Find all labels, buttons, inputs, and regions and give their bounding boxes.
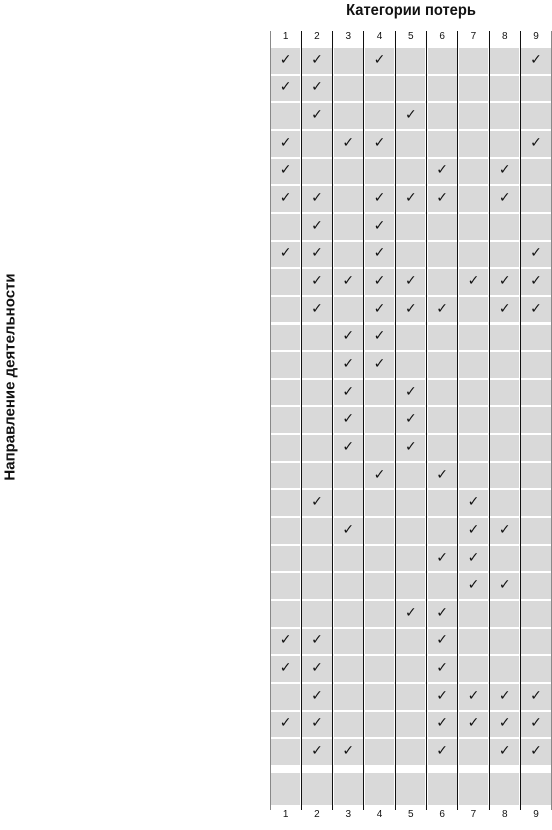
check-icon: ✓ — [342, 355, 355, 372]
matrix-cell — [334, 712, 363, 738]
column-number-bottom-4: 4 — [376, 808, 383, 820]
matrix-cell — [459, 159, 488, 185]
check-icon: ✓ — [436, 300, 449, 317]
matrix-cell — [396, 76, 425, 102]
matrix-cell — [396, 325, 425, 351]
matrix-cell — [396, 48, 425, 74]
check-icon: ✓ — [311, 190, 323, 207]
check-icon: ✓ — [498, 300, 511, 317]
check-icon: ✓ — [404, 383, 417, 400]
matrix-cell — [521, 159, 550, 185]
matrix-cell — [302, 325, 331, 351]
check-icon: ✓ — [436, 632, 449, 649]
check-icon: ✓ — [279, 134, 292, 151]
matrix-cell — [271, 352, 300, 378]
matrix-cell — [271, 463, 300, 489]
check-icon: ✓ — [436, 604, 449, 621]
matrix-cell — [334, 490, 363, 516]
matrix-cell — [521, 407, 550, 433]
column-divider — [520, 31, 521, 810]
matrix-cell — [271, 297, 300, 323]
matrix-cell — [302, 518, 331, 544]
matrix-cell — [271, 601, 300, 627]
matrix-cell — [302, 601, 331, 627]
matrix-cell — [396, 656, 425, 682]
matrix-cell — [428, 214, 457, 240]
matrix-cell — [428, 407, 457, 433]
matrix-cell — [490, 76, 519, 102]
check-icon: ✓ — [498, 687, 511, 704]
matrix-cell — [396, 739, 425, 765]
matrix-cell — [459, 407, 488, 433]
matrix-cell — [396, 684, 425, 710]
matrix-cell — [490, 435, 519, 461]
matrix-cell — [365, 712, 394, 738]
check-icon: ✓ — [404, 300, 417, 317]
matrix-cell — [396, 573, 425, 599]
matrix-cell — [490, 601, 519, 627]
check-icon: ✓ — [404, 438, 417, 455]
check-icon: ✓ — [311, 300, 323, 317]
matrix-cell — [490, 546, 519, 572]
matrix-cell — [459, 48, 488, 74]
check-icon: ✓ — [373, 300, 386, 317]
matrix-cell — [521, 573, 550, 599]
matrix-cell — [396, 629, 425, 655]
column-number-bottom-1: 1 — [282, 808, 289, 820]
matrix-cell-empty — [271, 773, 300, 805]
matrix-cell — [428, 573, 457, 599]
check-icon: ✓ — [467, 577, 480, 594]
check-icon: ✓ — [373, 328, 386, 345]
check-icon: ✓ — [498, 743, 511, 760]
check-icon: ✓ — [342, 521, 355, 538]
column-number-bottom-2: 2 — [314, 808, 320, 820]
check-icon: ✓ — [342, 383, 355, 400]
check-icon: ✓ — [373, 190, 386, 207]
matrix-cell — [428, 48, 457, 74]
matrix-cell-empty — [334, 773, 363, 805]
matrix-cell — [365, 407, 394, 433]
matrix-cell — [396, 242, 425, 268]
check-icon: ✓ — [279, 51, 292, 68]
check-icon: ✓ — [279, 632, 292, 649]
check-icon: ✓ — [342, 743, 355, 760]
column-divider — [457, 31, 458, 810]
check-icon: ✓ — [530, 134, 542, 151]
check-icon: ✓ — [311, 79, 323, 96]
matrix-cell — [271, 435, 300, 461]
matrix-cell — [459, 435, 488, 461]
matrix-cell — [302, 407, 331, 433]
check-icon: ✓ — [498, 577, 511, 594]
matrix-cell — [334, 159, 363, 185]
check-icon: ✓ — [342, 273, 355, 290]
check-icon: ✓ — [373, 217, 386, 234]
page-title: Категории потерь — [346, 2, 476, 19]
matrix-cell — [428, 352, 457, 378]
matrix-cell — [428, 490, 457, 516]
matrix-cell — [521, 601, 550, 627]
matrix-cell — [365, 601, 394, 627]
matrix-cell — [490, 242, 519, 268]
matrix-cell — [428, 518, 457, 544]
matrix-cell — [459, 131, 488, 157]
check-icon: ✓ — [311, 660, 323, 677]
matrix-cell — [334, 103, 363, 129]
matrix-cell — [490, 463, 519, 489]
matrix-cell — [334, 684, 363, 710]
matrix-cell — [365, 546, 394, 572]
column-number-top-2: 2 — [314, 31, 320, 42]
matrix-cell — [459, 656, 488, 682]
matrix-cell — [302, 131, 331, 157]
matrix-cell — [459, 297, 488, 323]
matrix-cell — [365, 739, 394, 765]
column-number-top-4: 4 — [376, 31, 383, 42]
check-icon: ✓ — [404, 273, 417, 290]
column-number-top-6: 6 — [439, 31, 445, 42]
matrix-cell — [271, 269, 300, 295]
check-icon: ✓ — [498, 273, 511, 290]
matrix-cell — [302, 463, 331, 489]
matrix-cell — [271, 573, 300, 599]
matrix-cell — [302, 352, 331, 378]
column-number-top-3: 3 — [345, 31, 352, 42]
check-icon: ✓ — [436, 743, 449, 760]
matrix-cell — [459, 325, 488, 351]
matrix-cell — [490, 629, 519, 655]
column-number-top-7: 7 — [470, 31, 477, 42]
matrix-cell — [459, 186, 488, 212]
matrix-cell — [521, 103, 550, 129]
matrix-cell — [459, 739, 488, 765]
matrix-cell — [334, 48, 363, 74]
matrix-cell — [521, 463, 550, 489]
matrix-cell — [365, 435, 394, 461]
check-icon: ✓ — [404, 411, 417, 428]
check-icon: ✓ — [311, 632, 323, 649]
matrix-cell — [271, 214, 300, 240]
check-icon: ✓ — [279, 660, 292, 677]
matrix-cell — [490, 131, 519, 157]
check-icon: ✓ — [311, 715, 323, 732]
matrix-cell — [490, 352, 519, 378]
check-icon: ✓ — [404, 190, 417, 207]
matrix-cell — [521, 380, 550, 406]
matrix-cell — [490, 214, 519, 240]
matrix-cell — [396, 712, 425, 738]
check-icon: ✓ — [279, 162, 292, 179]
matrix-cell — [365, 629, 394, 655]
check-icon: ✓ — [342, 134, 355, 151]
matrix-cell-empty — [428, 773, 457, 805]
check-icon: ✓ — [342, 411, 355, 428]
matrix-cell — [459, 76, 488, 102]
matrix-cell — [334, 214, 363, 240]
check-icon: ✓ — [530, 245, 542, 262]
column-number-bottom-6: 6 — [439, 808, 445, 820]
matrix-cell — [334, 242, 363, 268]
matrix-cell — [271, 407, 300, 433]
matrix-cell — [428, 242, 457, 268]
check-icon: ✓ — [498, 190, 511, 207]
check-icon: ✓ — [373, 51, 386, 68]
matrix-cell — [521, 490, 550, 516]
matrix-cell — [521, 656, 550, 682]
check-icon: ✓ — [311, 107, 323, 124]
matrix-cell — [521, 325, 550, 351]
check-icon: ✓ — [467, 521, 480, 538]
matrix-cell — [302, 435, 331, 461]
matrix-cell — [521, 76, 550, 102]
matrix-cell — [490, 490, 519, 516]
check-icon: ✓ — [530, 51, 542, 68]
check-icon: ✓ — [311, 245, 323, 262]
matrix-cell — [271, 490, 300, 516]
check-icon: ✓ — [311, 687, 323, 704]
check-icon: ✓ — [436, 687, 449, 704]
matrix-cell — [396, 131, 425, 157]
check-icon: ✓ — [467, 715, 480, 732]
matrix-cell — [365, 518, 394, 544]
matrix-cell — [334, 656, 363, 682]
matrix-cell — [271, 739, 300, 765]
matrix-cell — [521, 546, 550, 572]
check-icon: ✓ — [279, 715, 292, 732]
check-icon: ✓ — [530, 715, 542, 732]
matrix-cell — [271, 684, 300, 710]
matrix-cell — [334, 629, 363, 655]
check-icon: ✓ — [373, 273, 386, 290]
check-icon: ✓ — [467, 494, 480, 511]
check-icon: ✓ — [373, 355, 386, 372]
matrix-cell-empty — [365, 773, 394, 805]
check-icon: ✓ — [467, 273, 480, 290]
check-icon: ✓ — [279, 245, 292, 262]
column-number-bottom-9: 9 — [533, 808, 539, 820]
matrix-cell-empty — [302, 773, 331, 805]
check-icon: ✓ — [498, 521, 511, 538]
column-number-top-5: 5 — [408, 31, 414, 42]
column-number-top-9: 9 — [533, 31, 539, 42]
matrix-cell-empty — [459, 773, 488, 805]
matrix-cell — [490, 103, 519, 129]
matrix-cell — [365, 656, 394, 682]
matrix-cell — [271, 518, 300, 544]
matrix-cell — [521, 629, 550, 655]
matrix-cell — [396, 214, 425, 240]
matrix-cell — [334, 297, 363, 323]
matrix-cell — [334, 573, 363, 599]
check-icon: ✓ — [373, 245, 386, 262]
matrix-cell — [396, 518, 425, 544]
matrix-cell — [271, 103, 300, 129]
matrix-cell — [396, 490, 425, 516]
check-icon: ✓ — [436, 715, 449, 732]
column-number-top-1: 1 — [282, 31, 289, 42]
matrix-cell — [334, 601, 363, 627]
matrix-cell — [521, 352, 550, 378]
matrix-cell — [271, 380, 300, 406]
matrix-cell — [334, 463, 363, 489]
matrix-cell — [428, 269, 457, 295]
column-divider — [301, 31, 302, 810]
matrix-cell — [396, 463, 425, 489]
check-icon: ✓ — [342, 328, 355, 345]
matrix-cell — [428, 76, 457, 102]
matrix-cell — [428, 131, 457, 157]
check-icon: ✓ — [279, 79, 292, 96]
matrix-cell — [365, 684, 394, 710]
check-icon: ✓ — [530, 300, 542, 317]
column-divider — [426, 31, 427, 810]
matrix-cell — [302, 573, 331, 599]
check-icon: ✓ — [467, 549, 480, 566]
check-icon: ✓ — [530, 743, 542, 760]
matrix-cell — [490, 325, 519, 351]
matrix-cell — [459, 214, 488, 240]
matrix-cell — [459, 380, 488, 406]
matrix-cell — [521, 214, 550, 240]
matrix-cell — [365, 159, 394, 185]
matrix-cell — [365, 76, 394, 102]
check-icon: ✓ — [530, 273, 542, 290]
check-icon: ✓ — [436, 190, 449, 207]
check-icon: ✓ — [311, 273, 323, 290]
check-icon: ✓ — [404, 107, 417, 124]
check-icon: ✓ — [373, 466, 386, 483]
check-icon: ✓ — [311, 217, 323, 234]
matrix-cell — [334, 76, 363, 102]
check-icon: ✓ — [311, 51, 323, 68]
column-divider — [270, 31, 271, 810]
check-icon: ✓ — [467, 687, 480, 704]
matrix-cell — [302, 546, 331, 572]
matrix-cell — [365, 380, 394, 406]
column-number-top-8: 8 — [501, 31, 508, 42]
check-icon: ✓ — [436, 466, 449, 483]
column-number-bottom-7: 7 — [470, 808, 477, 820]
matrix-cell — [365, 490, 394, 516]
matrix-cell — [396, 546, 425, 572]
check-icon: ✓ — [342, 438, 355, 455]
check-icon: ✓ — [498, 715, 511, 732]
matrix-cell — [459, 463, 488, 489]
check-icon: ✓ — [530, 687, 542, 704]
matrix-cell — [428, 103, 457, 129]
matrix-cell — [396, 352, 425, 378]
matrix-cell — [365, 573, 394, 599]
matrix-cell — [459, 242, 488, 268]
check-icon: ✓ — [279, 190, 292, 207]
check-icon: ✓ — [311, 743, 323, 760]
matrix-cell — [302, 380, 331, 406]
matrix-cell — [459, 103, 488, 129]
check-icon: ✓ — [498, 162, 511, 179]
check-icon: ✓ — [436, 549, 449, 566]
matrix-cell — [459, 601, 488, 627]
column-divider — [489, 31, 490, 810]
matrix-cell — [521, 435, 550, 461]
check-icon: ✓ — [373, 134, 386, 151]
matrix-cell — [334, 546, 363, 572]
row-axis-label-text: Направление деятельности — [1, 273, 19, 481]
matrix-cell — [459, 352, 488, 378]
matrix-cell — [490, 380, 519, 406]
matrix-cell-empty — [521, 773, 550, 805]
column-divider — [332, 31, 333, 810]
column-divider — [363, 31, 364, 810]
column-divider — [395, 31, 396, 810]
matrix-cell — [334, 186, 363, 212]
column-number-bottom-8: 8 — [501, 808, 508, 820]
matrix-cell — [459, 629, 488, 655]
matrix-cell — [302, 159, 331, 185]
matrix-cell-empty — [490, 773, 519, 805]
matrix-cell — [521, 518, 550, 544]
matrix-cell — [428, 380, 457, 406]
matrix-cell — [271, 546, 300, 572]
matrix-cell — [428, 325, 457, 351]
check-icon: ✓ — [436, 162, 449, 179]
matrix-cell — [428, 435, 457, 461]
matrix-cell — [490, 48, 519, 74]
check-icon: ✓ — [311, 494, 323, 511]
check-icon: ✓ — [404, 604, 417, 621]
matrix-cell — [271, 325, 300, 351]
matrix-cell — [490, 656, 519, 682]
column-number-bottom-5: 5 — [408, 808, 414, 820]
check-icon: ✓ — [436, 660, 449, 677]
matrix-cell — [365, 103, 394, 129]
matrix-cell-empty — [396, 773, 425, 805]
column-number-bottom-3: 3 — [345, 808, 352, 820]
matrix-cell — [396, 159, 425, 185]
matrix-cell — [490, 407, 519, 433]
matrix-cell — [521, 186, 550, 212]
